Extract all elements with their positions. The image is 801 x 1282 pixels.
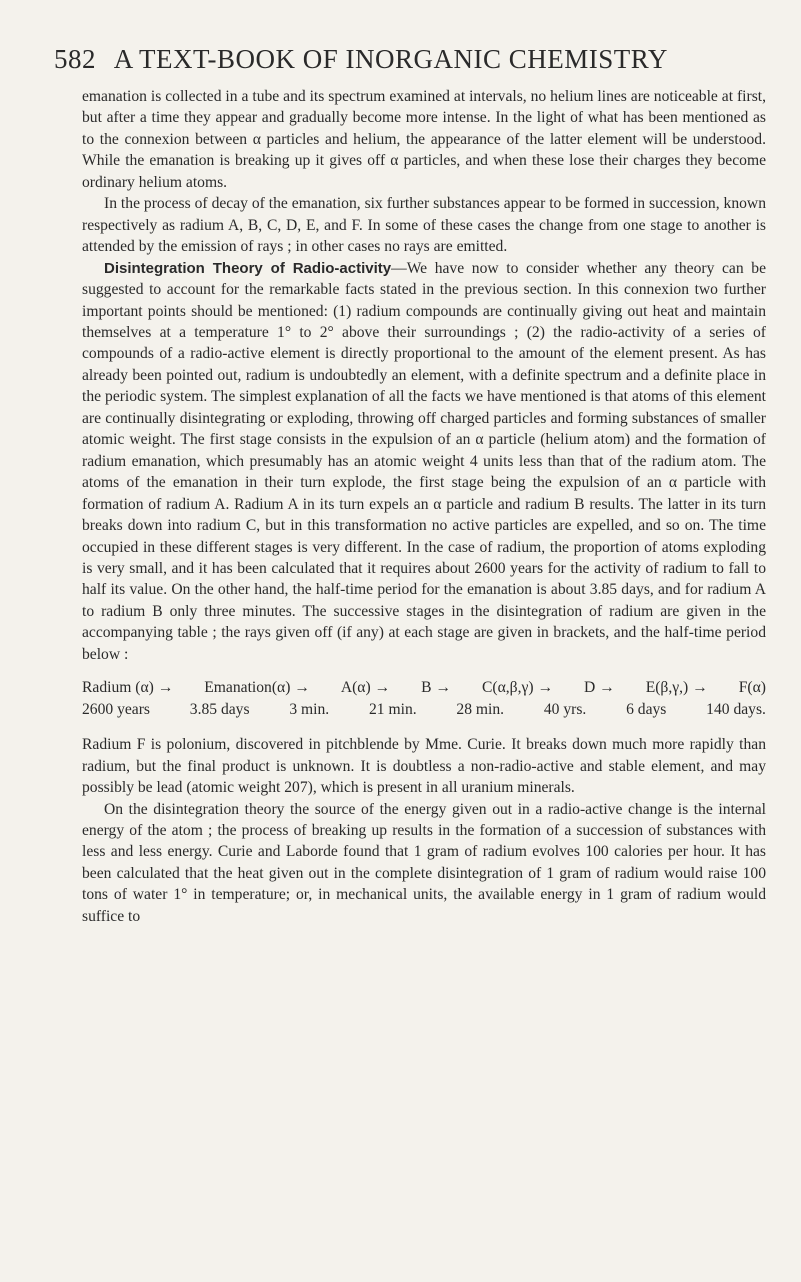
paragraph-energy: On the disintegration theory the source of the energy given out in a radio-active change is the internal energy of the atom ; the process of breaking up results in the formation of a succession of substances with less and less energy. Curie and Laborde found that 1 gram of radium evolves 100 calories per hour. It has been calculated that the heat given out in the complete disintegration of 1 gram of radium would raise 100 tons of water 1° in temperature; or, in mechanical units, the available energy in 1 gram of radium would suffice to bbox=[82, 800, 766, 925]
half-time-value: 3.85 days bbox=[189, 700, 250, 718]
chain-stage: E(β,γ,) → bbox=[645, 679, 708, 697]
disintegration-chain bbox=[82, 677, 766, 698]
half-time-value: 6 days bbox=[626, 700, 667, 718]
running-header bbox=[54, 44, 766, 75]
paragraph-radium-f: Radium F is polonium, discovered in pitchblende by Mme. Curie. It breaks down much more rapidly than radium, but the final product is unknown. It is doubtless a non-radio-active and stable element, and may possibly be lead (atomic weight 207), which is present in all uranium minerals. bbox=[82, 736, 766, 797]
paragraph-disintegration-theory bbox=[82, 258, 766, 666]
paragraph-emanation-helium: emanation is collected in a tube and its spectrum examined at intervals, no helium lines are noticeable at first, but after a time they appear and gradually become more intense. In the light of what has been mentioned as to the connexion between α particles and helium, the appearance of the latter element will be understood. While the emanation is breaking up it gives off α particles, and when these lose their charges they become ordinary helium atoms. bbox=[82, 88, 766, 191]
section-heading: Disintegration Theory of Radio-activity bbox=[104, 259, 392, 277]
page-number: 582 bbox=[54, 44, 96, 74]
half-time-value: 140 days. bbox=[706, 700, 766, 718]
chain-stage: A(α) → bbox=[340, 679, 391, 697]
half-time-value: 21 min. bbox=[368, 700, 417, 718]
body-text bbox=[82, 86, 766, 927]
chain-stage: F(α) bbox=[738, 679, 766, 697]
paragraph-decay-products: In the process of decay of the emanation, six further substances appear to be formed in succession, known respectively as radium A, B, C, D, E, and F. In some of these cases the change from one stage to another is attended by the emission of rays ; in other cases no rays are emitted. bbox=[82, 195, 766, 256]
chain-stage: D → bbox=[584, 679, 615, 697]
half-time-value: 40 yrs. bbox=[543, 700, 587, 718]
chain-stage: B → bbox=[421, 679, 452, 697]
chain-stage: Emanation(α) → bbox=[204, 679, 310, 697]
book-title: A TEXT-BOOK OF INORGANIC CHEMISTRY bbox=[113, 44, 668, 74]
chain-stage: C(α,β,γ) → bbox=[481, 679, 554, 697]
half-time-value: 3 min. bbox=[289, 700, 330, 718]
half-time-periods bbox=[82, 699, 766, 720]
section-text: —We have now to consider whether any theory can be suggested to account for the remarkable facts stated in the previous section. In this connexion two further important points should be mentioned: (1) radium compounds are continually giving out heat and maintain themselves at a temperature 1° to 2° above their surroundings ; (2) the radio-activity of a series of compounds of a radio-active element is directly proportional to the amount of the element present. As has already been pointed out, radium is undoubtedly an element, with a definite spectrum and a definite place in the periodic system. The simplest explanation of all the facts we have mentioned is that atoms of this element are continually disintegrating or exploding, throwing off charged particles and forming substances of smaller atomic weight. The first stage consists in the expulsion of an α particle (helium atom) and the formation of radium emanation, which presumably has an atomic weight 4 units less than that of the radium atom. The atoms of the emanation in their turn explode, the first stage being the expulsion of an α particle with formation of radium A. Radium A in its turn expels an α particle and radium B results. The latter in its turn breaks down into radium C, but in this transformation no active particles are expelled, and so on. The time occupied in these different stages is very different. In the case of radium, the proportion of atoms exploding is very small, and it has been calculated that it requires about 2600 years for the activity of radium to fall to half its value. On the other hand, the half-time period for the emanation is about 3.85 days, and for radium A to radium B only three minutes. The successive stages in the disintegration of radium are given in the accompanying table ; the rays given off (if any) at each stage are given in brackets, and the half-time period below : bbox=[82, 259, 766, 663]
chain-stage: Radium (α) → bbox=[82, 679, 174, 697]
half-time-value: 28 min. bbox=[456, 700, 505, 718]
half-time-value: 2600 years bbox=[82, 700, 150, 718]
